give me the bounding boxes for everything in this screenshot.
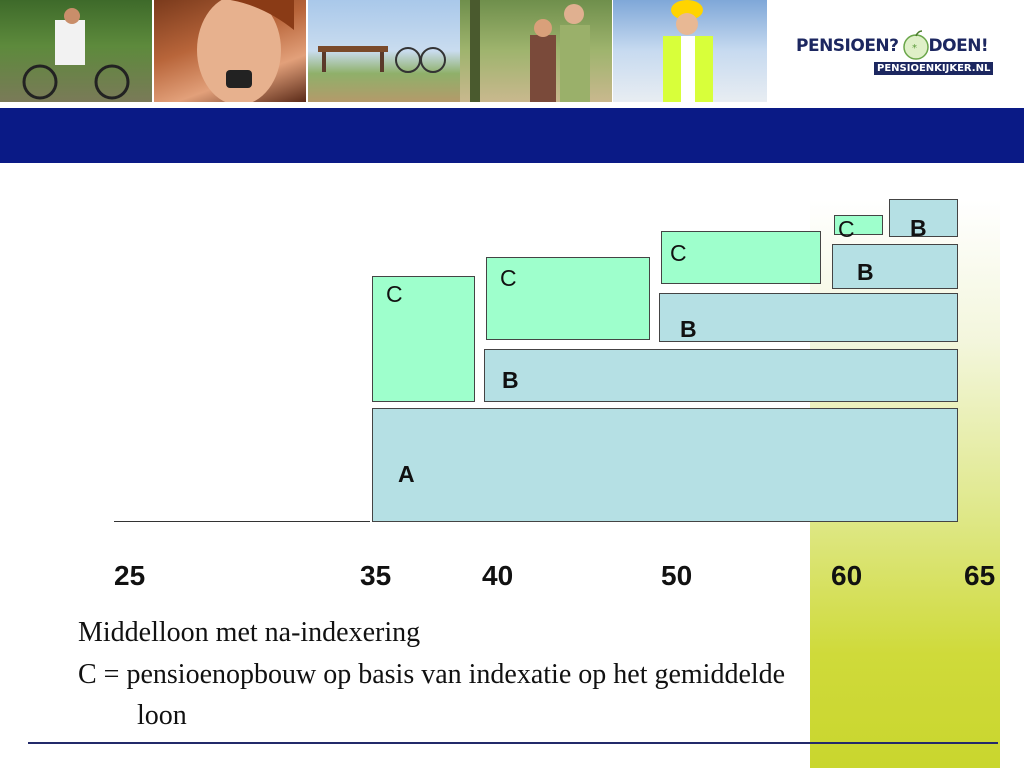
photo-construction-worker [613,0,767,102]
label-b-60: B [857,259,874,285]
age-tick: 60 [831,560,863,591]
age-tick: 25 [114,560,146,591]
logo-text: PENSIOEN? DOEN! [796,36,989,56]
apple-icon [902,30,930,60]
label-b-50: B [680,316,697,342]
caption-definition-cont: loon [137,700,187,731]
label-c-40: C [500,265,517,291]
label-c-50: C [670,240,687,266]
svg-text:*: * [912,43,917,54]
label-a: A [398,461,415,487]
footer-rule [28,742,998,744]
block-a [372,408,958,522]
block-b-50 [659,293,958,342]
pensioen-doen-logo [796,30,991,82]
baseline [114,521,370,522]
photo-cyclists [0,0,152,102]
title-band [0,108,1024,163]
block-b-40 [484,349,958,402]
block-b-60 [832,244,958,289]
age-tick: 50 [661,560,693,591]
label-c-60: C [838,216,855,242]
photo-walking-couple [460,0,612,102]
caption-title: Middelloon met na-indexering [78,617,421,648]
photo-bench-park [308,0,460,102]
age-tick: 35 [360,560,392,591]
age-tick: 65 [964,560,996,591]
header-photo-strip [0,0,1024,104]
label-b-40: B [502,367,519,393]
logo-subtitle: PENSIOENKIJKER.NL [874,62,993,75]
label-b-top: B [910,215,927,241]
age-tick: 40 [482,560,514,591]
caption-definition: C = pensioenopbouw op basis van indexatie op het gemiddelde [78,659,786,690]
photo-woman-phone [154,0,306,102]
label-c-35: C [386,281,403,307]
